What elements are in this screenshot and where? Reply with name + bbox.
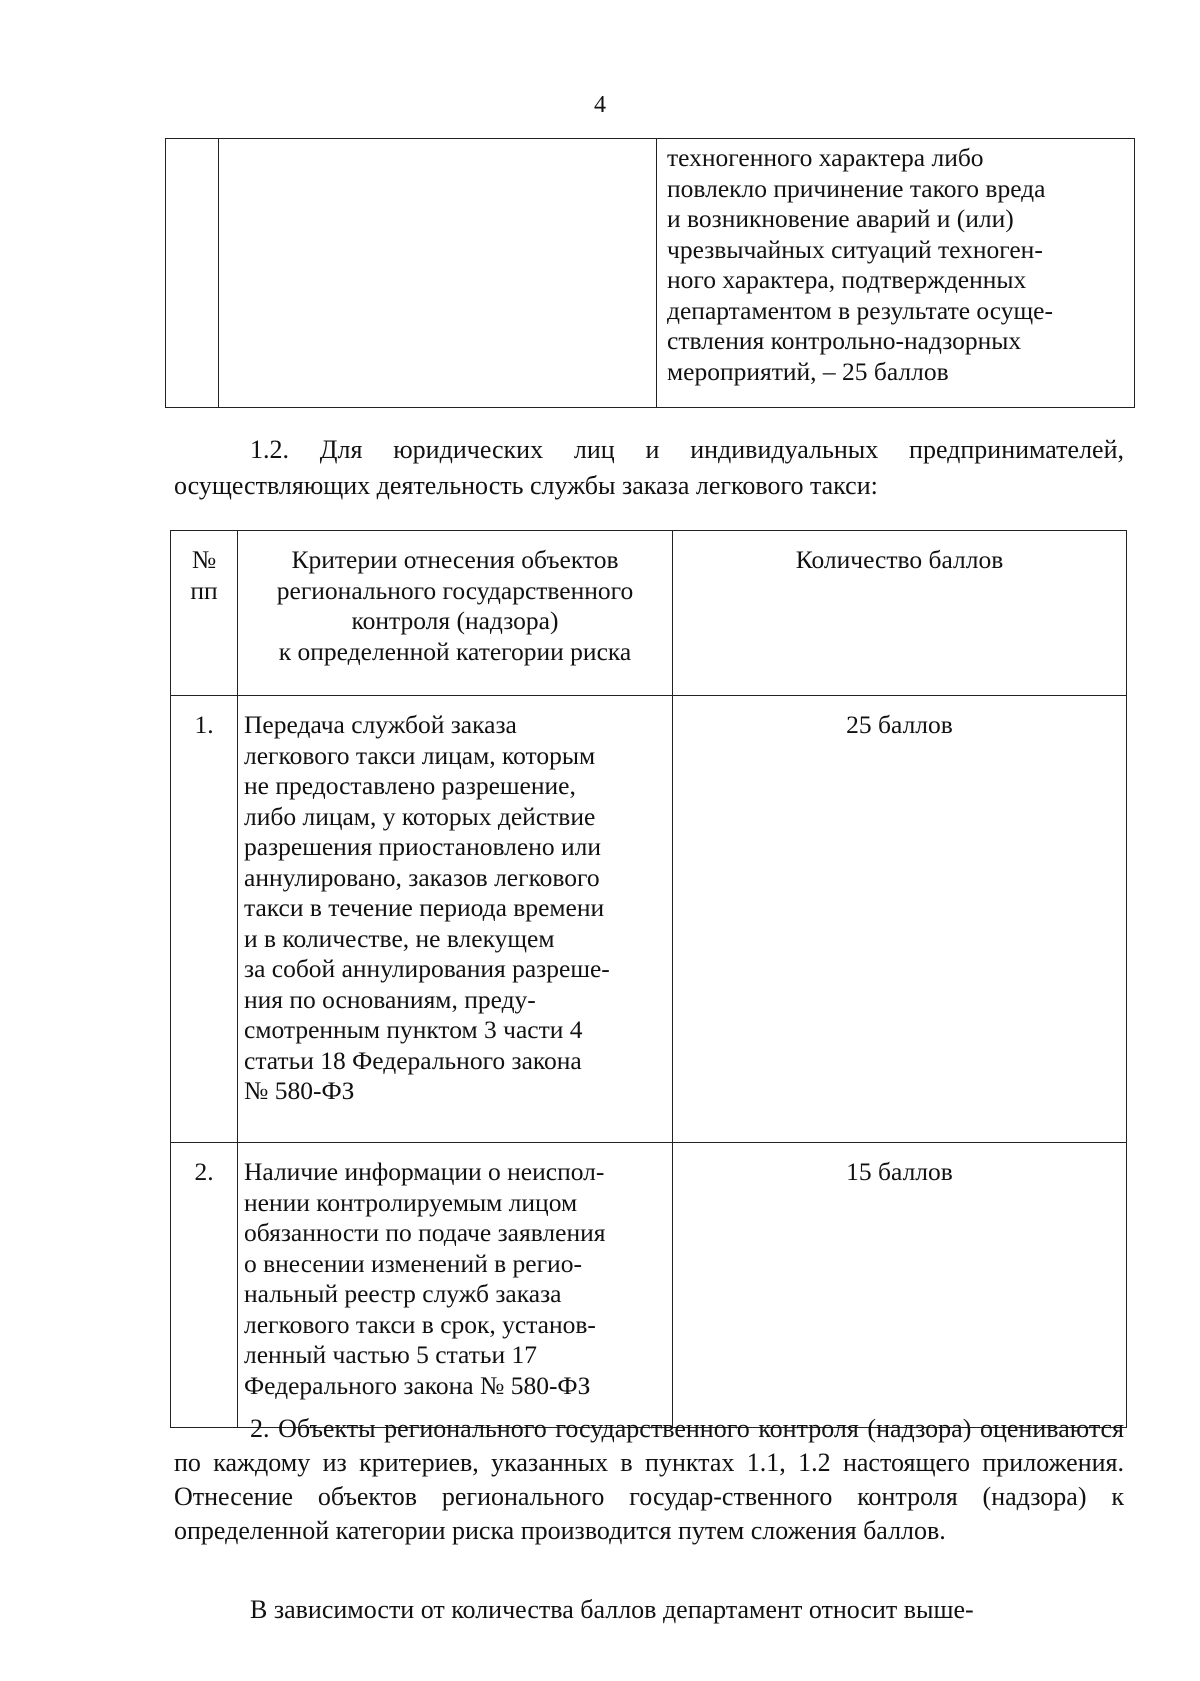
number-cell xyxy=(166,139,219,408)
table-row xyxy=(166,139,1135,408)
table-header-row xyxy=(171,531,1127,696)
criteria-cell xyxy=(219,139,657,408)
page-number: 4 xyxy=(594,92,606,118)
table-row xyxy=(171,696,1127,1143)
row-points: 15 баллов xyxy=(673,1143,1127,1428)
continuation-text: техногенного характера либо повлекло причинение такого вреда и возникновение аварий и (или) чрезвычайных ситуаций техноген- ного характера, подтвержденных департаментом в результате осуще- ствления контрольно-надзорных мероприятий, – 25 баллов xyxy=(657,139,1135,408)
row-points: 25 баллов xyxy=(673,696,1127,1143)
continuation-table xyxy=(165,138,1135,408)
row-criteria: Наличие информации о неиспол- нении контролируемым лицом обязанности по подаче заявления о внесении изменений в регио- нальный реестр служб заказа легкового такси в срок, установ- ленный частью 5 статьи 17 Федерального закона № 580-ФЗ xyxy=(238,1143,673,1428)
header-number: № пп xyxy=(171,531,238,696)
header-points: Количество баллов xyxy=(673,531,1127,696)
section-2-paragraph: 2. Объекты регионального государственного контроля (надзора) оцениваются по каждому из критериев, указанных в пунктах 1.1, 1.2 настоящего приложения. Отнесение объектов регионального государ-ственного контроля (надзора) к определенной категории риска производится путем сложения баллов. xyxy=(174,1414,1124,1545)
section-3-paragraph-start: В зависимости от количества баллов департамент относит выше- xyxy=(250,1595,974,1624)
table-row xyxy=(171,1143,1127,1428)
section-1-2-paragraph: 1.2. Для юридических лиц и индивидуальных предпринимателей, осуществляющих деятельность службы заказа легкового такси: xyxy=(174,435,1124,500)
row-number: 2. xyxy=(171,1143,238,1428)
criteria-table xyxy=(170,530,1127,1428)
header-criteria: Критерии отнесения объектов регионального государственного контроля (надзора) к определенной категории риска xyxy=(238,531,673,696)
row-criteria: Передача службой заказа легкового такси лицам, которым не предоставлено разрешение, либо лицам, у которых действие разрешения приостановлено или аннулировано, заказов легкового такси в течение периода времени и в количестве, не влекущем за собой аннулирования разреше- ния по основаниям, преду- смотренным пунктом 3 части 4 статьи 18 Федерального закона № 580-ФЗ xyxy=(238,696,673,1143)
row-number: 1. xyxy=(171,696,238,1143)
